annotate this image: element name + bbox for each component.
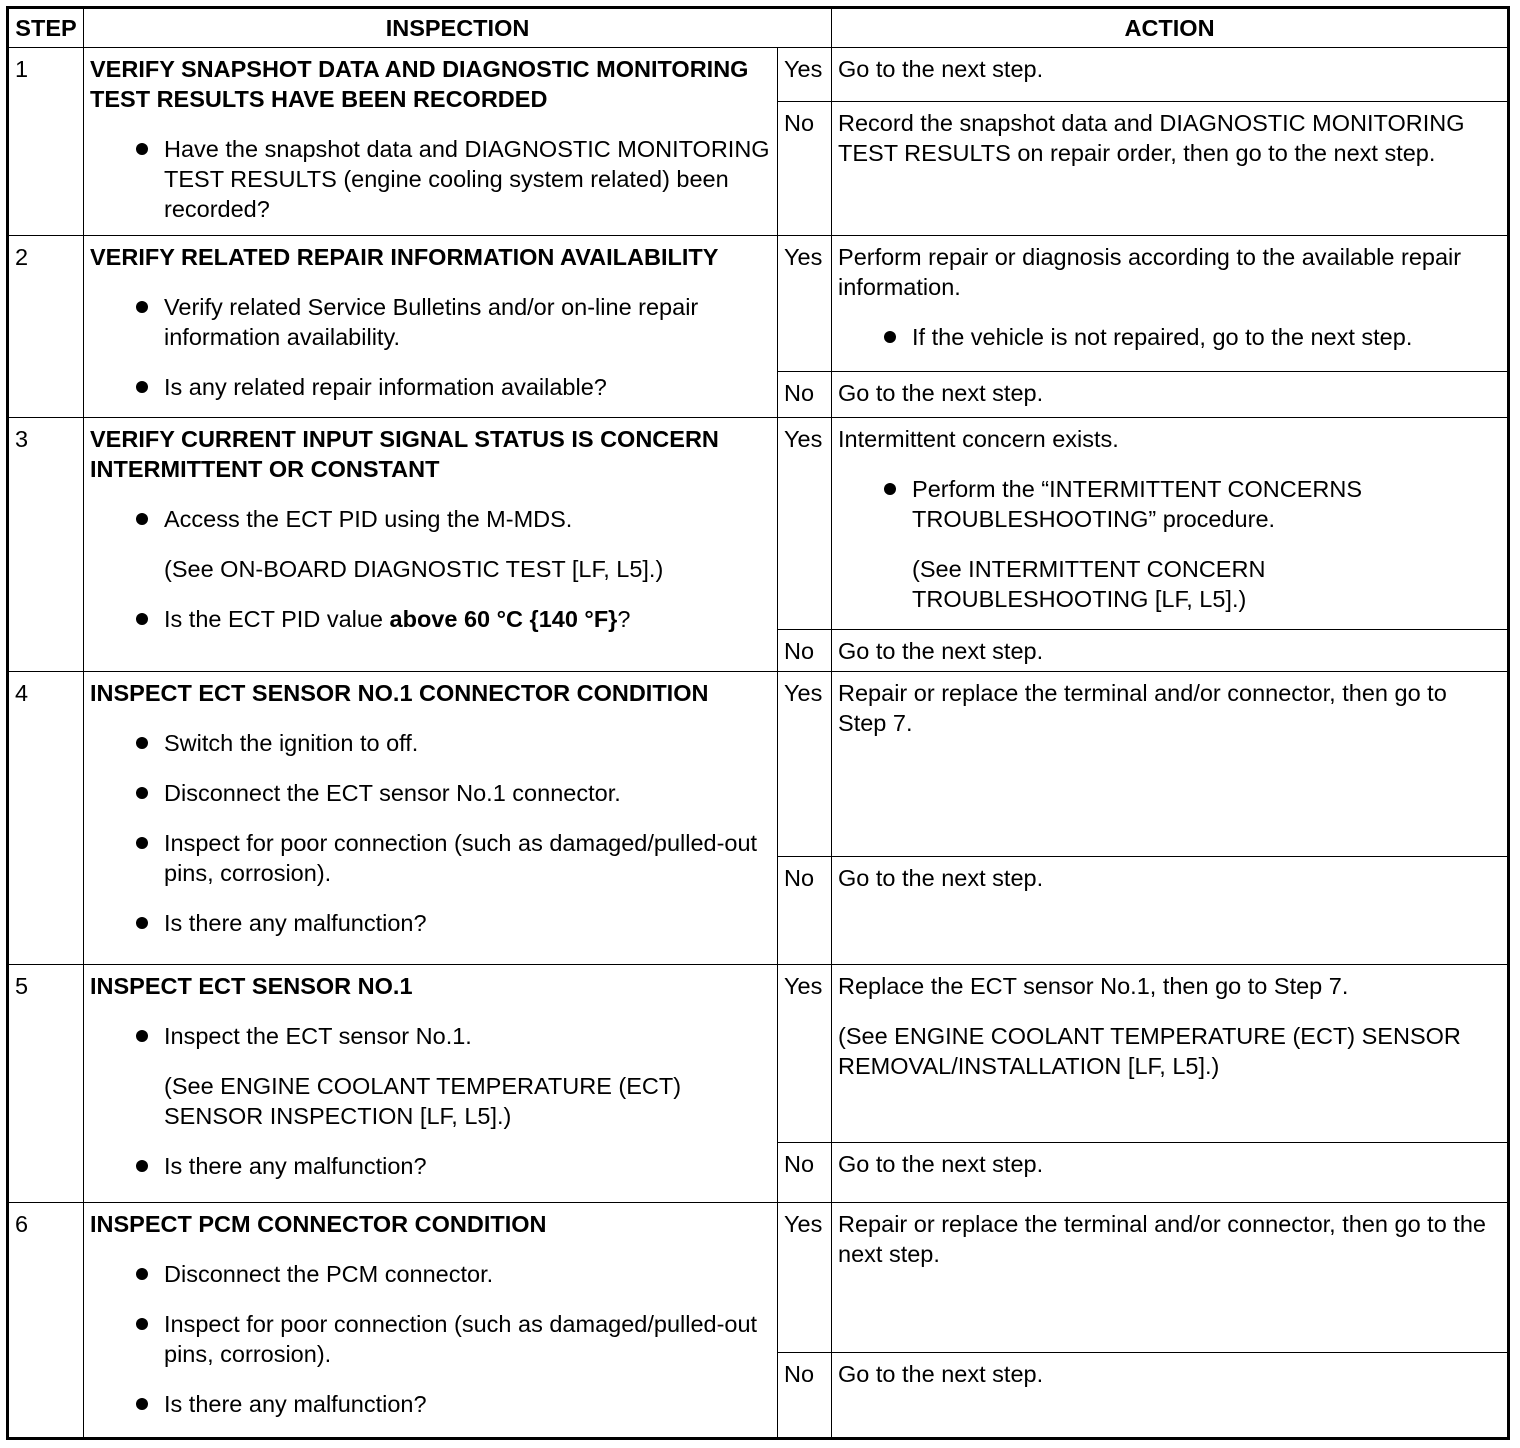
inspection-bullet: Disconnect the PCM connector. [90,1259,771,1289]
yes-label: Yes [778,236,832,372]
header-action: ACTION [832,8,1509,48]
yes-label: Yes [778,1202,832,1352]
yes-label: Yes [778,672,832,856]
yes-action: Go to the next step. [832,48,1509,102]
step-inspection [84,672,778,964]
step-number: 3 [8,418,84,672]
no-label: No [778,102,832,236]
no-action: Record the snapshot data and DIAGNOSTIC MONITORING TEST RESULTS on repair order, then go to the next step. [832,102,1509,236]
no-label: No [778,1142,832,1202]
inspection-bullet: Inspect for poor connection (such as damaged/pulled-out pins, corrosion). [90,828,771,888]
step-5-yes-row [8,964,1509,1142]
action-bullet: Perform the “INTERMITTENT CONCERNS TROUBLESHOOTING” procedure. [838,474,1501,534]
action-bullet: If the vehicle is not repaired, go to the next step. [838,322,1501,352]
action-text: Intermittent concern exists. [838,426,1119,453]
step-title: INSPECT PCM CONNECTOR CONDITION [90,1210,547,1237]
step-title: INSPECT ECT SENSOR NO.1 [90,972,413,999]
action-text: Replace the ECT sensor No.1, then go to Step 7. [838,972,1349,999]
reference-text: (See ENGINE COOLANT TEMPERATURE (ECT) SENSOR REMOVAL/INSTALLATION [LF, L5].) [838,1022,1461,1079]
inspection-bullet: Is any related repair information available? [90,372,771,402]
no-label: No [778,372,832,418]
step-title: VERIFY CURRENT INPUT SIGNAL STATUS IS CONCERN INTERMITTENT OR CONSTANT [90,426,719,483]
yes-action [832,418,1509,630]
step-title: INSPECT ECT SENSOR NO.1 CONNECTOR CONDITION [90,680,709,707]
inspection-bullet: Is there any malfunction? [90,1151,771,1181]
step-inspection [84,1202,778,1438]
header-row [8,8,1509,48]
yes-label: Yes [778,964,832,1142]
bullet-text: Is the ECT PID value [164,606,390,633]
reference-text: (See ENGINE COOLANT TEMPERATURE (ECT) SENSOR INSPECTION [LF, L5].) [164,1072,682,1129]
reference-text: (See ON-BOARD DIAGNOSTIC TEST [LF, L5].) [164,556,664,583]
inspection-bullet [90,604,771,634]
header-inspection: INSPECTION [84,8,832,48]
no-label: No [778,630,832,672]
step-6-yes-row [8,1202,1509,1352]
step-title: VERIFY SNAPSHOT DATA AND DIAGNOSTIC MONITORING TEST RESULTS HAVE BEEN RECORDED [90,56,749,113]
step-inspection [84,964,778,1202]
no-action: Go to the next step. [832,856,1509,964]
step-number: 5 [8,964,84,1202]
step-4-yes-row [8,672,1509,856]
yes-label: Yes [778,48,832,102]
step-number: 4 [8,672,84,964]
inspection-bullet: Is there any malfunction? [90,908,771,938]
step-inspection [84,48,778,236]
no-label: No [778,856,832,964]
yes-action: Repair or replace the terminal and/or connector, then go to the next step. [832,1202,1509,1352]
bullet-emphasis: above 60 °C {140 °F} [389,606,618,633]
yes-action [832,236,1509,372]
reference-text: (See INTERMITTENT CONCERN TROUBLESHOOTING [LF, L5].) [912,556,1266,613]
no-action: Go to the next step. [832,1352,1509,1438]
inspection-bullet: Inspect the ECT sensor No.1. [90,1021,771,1051]
step-title: VERIFY RELATED REPAIR INFORMATION AVAILABILITY [90,244,719,271]
no-label: No [778,1352,832,1438]
yes-action [832,964,1509,1142]
step-inspection [84,236,778,418]
step-2-yes-row [8,236,1509,372]
yes-action: Repair or replace the terminal and/or connector, then go to Step 7. [832,672,1509,856]
no-action: Go to the next step. [832,372,1509,418]
inspection-bullet: Have the snapshot data and DIAGNOSTIC MONITORING TEST RESULTS (engine cooling system related) been recorded? [90,134,771,224]
action-text: Perform repair or diagnosis according to the available repair information. [838,244,1462,301]
inspection-bullet: Access the ECT PID using the M-MDS. [90,504,771,534]
inspection-bullet: Disconnect the ECT sensor No.1 connector. [90,778,771,808]
diagnostic-procedure-table [6,6,1510,1440]
inspection-bullet: Verify related Service Bulletins and/or on-line repair information availability. [90,292,771,352]
step-inspection [84,418,778,672]
step-3-yes-row [8,418,1509,630]
step-number: 6 [8,1202,84,1438]
inspection-bullet: Inspect for poor connection (such as damaged/pulled-out pins, corrosion). [90,1309,771,1369]
inspection-bullet: Switch the ignition to off. [90,728,771,758]
no-action: Go to the next step. [832,630,1509,672]
no-action: Go to the next step. [832,1142,1509,1202]
step-number: 1 [8,48,84,236]
step-1-yes-row [8,48,1509,102]
header-step: STEP [8,8,84,48]
bullet-text-end: ? [617,606,631,633]
yes-label: Yes [778,418,832,630]
step-number: 2 [8,236,84,418]
inspection-bullet: Is there any malfunction? [90,1389,771,1419]
